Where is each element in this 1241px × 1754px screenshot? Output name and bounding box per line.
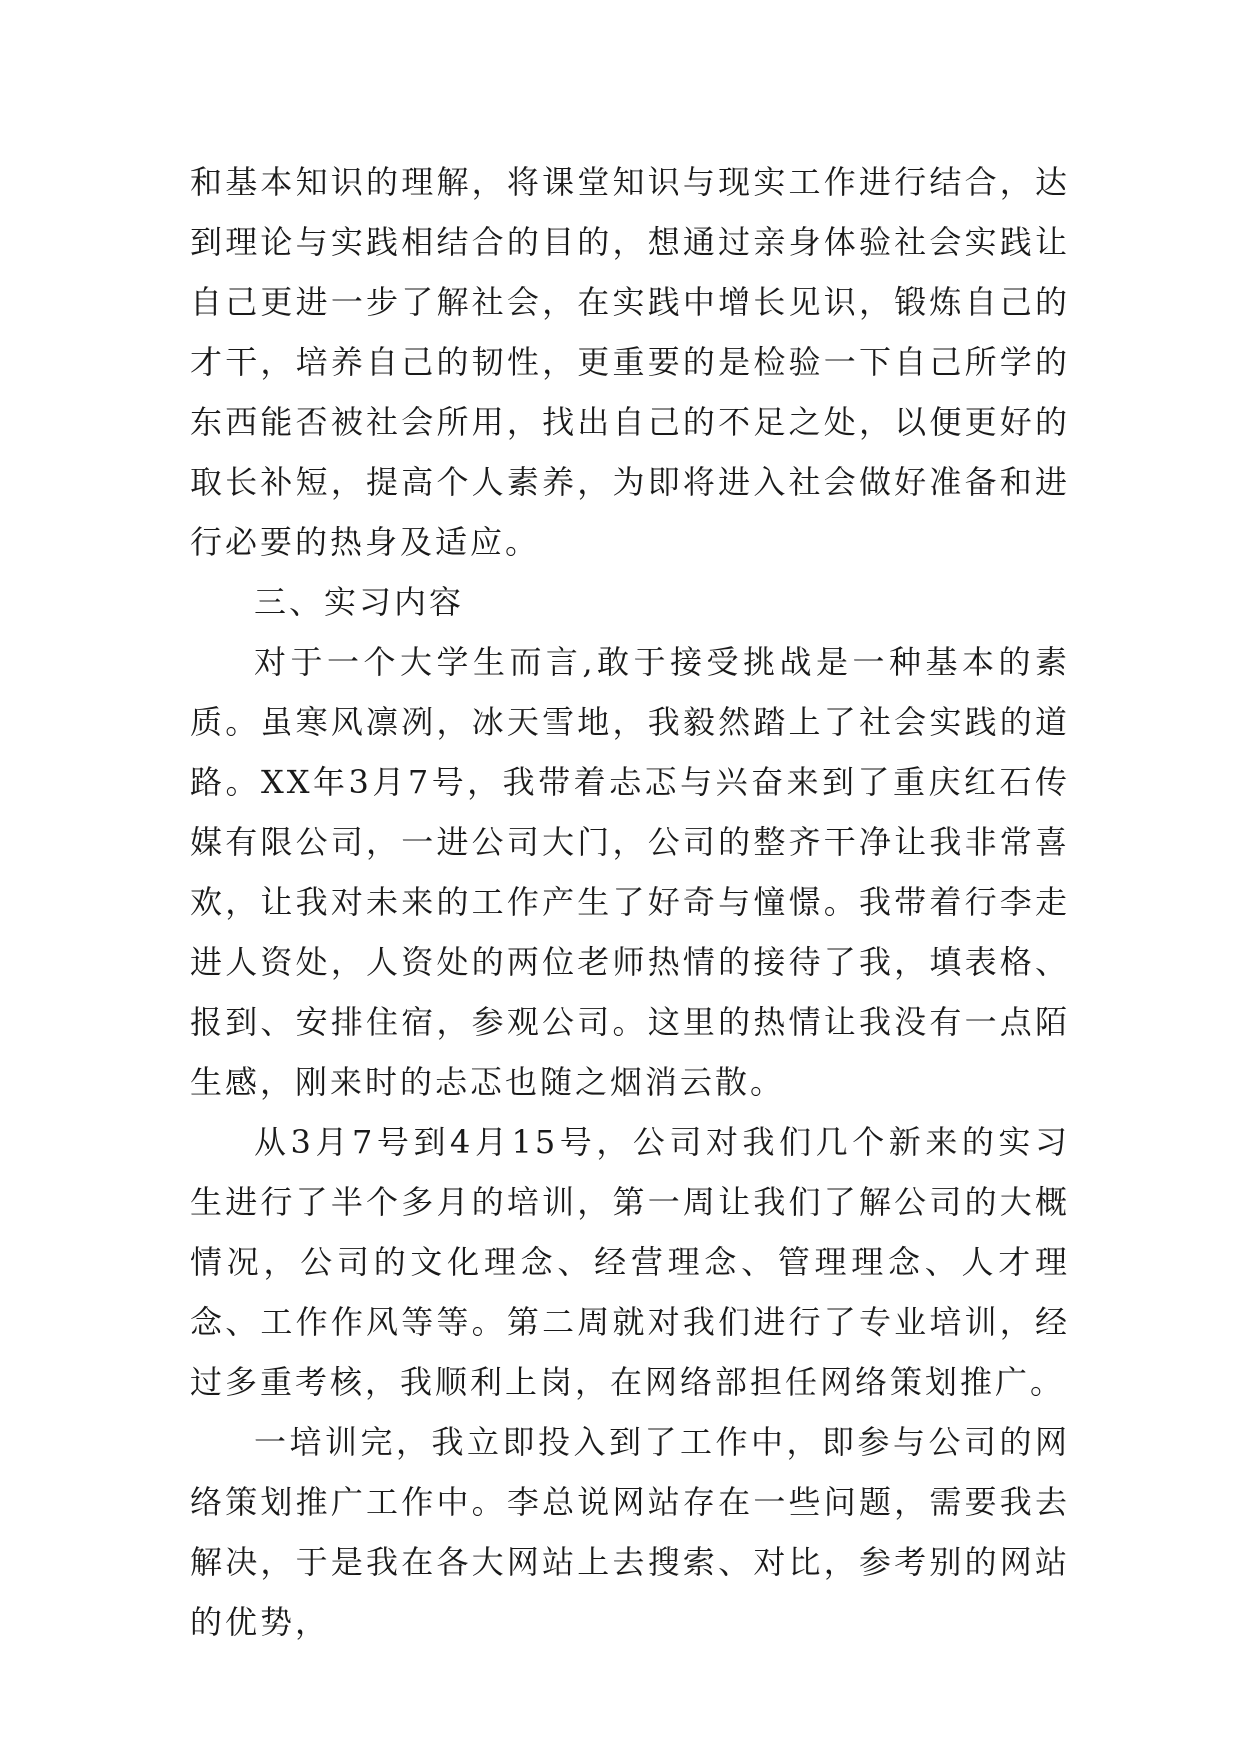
document-body [190,152,1070,1652]
paragraph-purpose-continued: 和基本知识的理解，将课堂知识与现实工作进行结合，达到理论与实践相结合的目的，想通过亲身体验社会实践让自己更进一步了解社会，在实践中增长见识，锻炼自己的才干，培养自己的韧性，更重要的是检验一下自己所学的东西能否被社会所用，找出自己的不足之处，以便更好的取长补短，提高个人素养，为即将进入社会做好准备和进行必要的热身及适应。 [190,163,1070,561]
paragraph-arrival: 对于一个大学生而言,敢于接受挑战是一种基本的素质。虽寒风凛冽，冰天雪地，我毅然踏上了社会实践的道路。XX年3月7号，我带着忐忑与兴奋来到了重庆红石传媒有限公司，一进公司大门，公司的整齐干净让我非常喜欢，让我对未来的工作产生了好奇与憧憬。我带着行李走进人资处，人资处的两位老师热情的接待了我，填表格、报到、安排住宿，参观公司。这里的热情让我没有一点陌生感，刚来时的忐忑也随之烟消云散。 [190,643,1070,1101]
paragraph-work-start: 一培训完，我立即投入到了工作中，即参与公司的网络策划推广工作中。李总说网站存在一些问题，需要我去解决，于是我在各大网站上去搜索、对比，参考别的网站的优势， [190,1423,1070,1641]
paragraph-training: 从3月7号到4月15号，公司对我们几个新来的实习生进行了半个多月的培训，第一周让我们了解公司的大概情况，公司的文化理念、经营理念、管理理念、人才理念、工作作风等等。第二周就对我们进行了专业培训，经过多重考核，我顺利上岗，在网络部担任网络策划推广。 [190,1123,1070,1401]
section-heading-internship-content: 三、实习内容 [254,583,465,621]
